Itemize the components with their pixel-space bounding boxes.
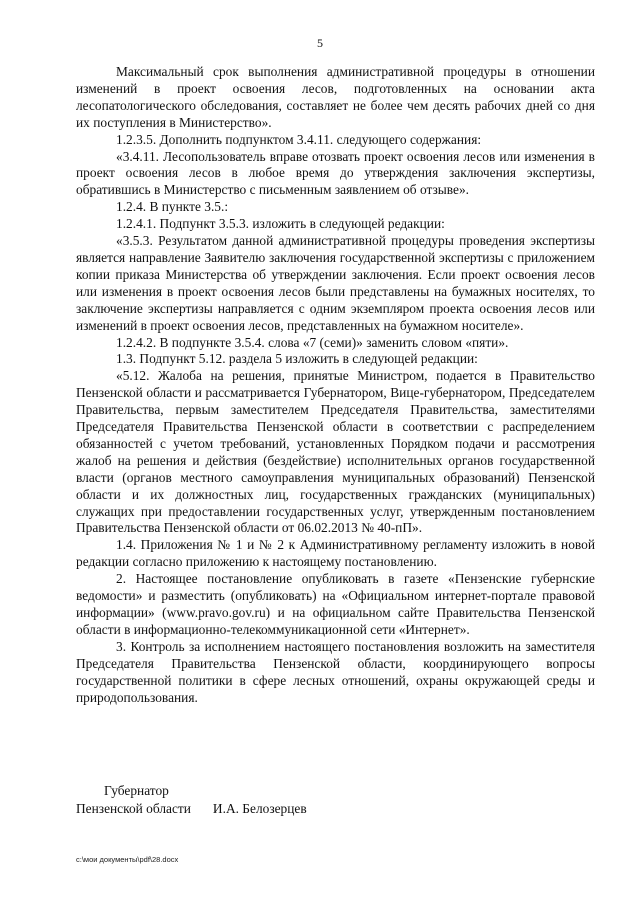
paragraph: 1.2.4.2. В подпункте 3.5.4. слова «7 (семи)» заменить словом «пяти».	[116, 334, 509, 350]
signature-block	[76, 782, 307, 818]
document-body	[76, 64, 595, 706]
paragraph: «5.12. Жалоба на решения, принятые Министром, подается в Правительство Пензенской области и рассматривается Губернатором, Вице-губернатором, Председателем Правительства, первым заместителем Председателя Правительства, заместителями Председателя Правительства Пензенской области в соответствии с распределением обязанностей с учетом требований, установленных Порядком подачи и рассмотрения жалоб на решения и действия (бездействие) исполнительных органов государственной власти (органов местного самоуправления муниципальных образований) Пензенской области и их должностных лиц, государственных гражданских (муниципальных) служащих при предоставлении государственных услуг, утвержденным постановлением Правительства Пензенской области от 06.02.2013 № 40-пП».	[76, 368, 595, 536]
signatory-name: И.А. Белозерцев	[212, 801, 307, 816]
signatory-line	[76, 800, 307, 818]
paragraph: 2. Настоящее постановление опубликовать в газете «Пензенские губернские ведомости» и разместить (опубликовать) на «Официальном интернет-портале правовой информации» (www.pravo.gov.ru) и на официальном сайте Правительства Пензенской области в информационно-телекоммуникационной сети «Интернет».	[76, 571, 595, 637]
paragraph: Максимальный срок выполнения административной процедуры в отношении изменений в проект освоения лесов, подготовленных на основании акта лесопатологического обследования, составляет не более чем десять рабочих дней со дня их поступления в Министерство».	[76, 64, 595, 130]
signatory-title: Губернатор	[104, 783, 169, 798]
paragraph: 1.2.3.5. Дополнить подпунктом 3.4.11. следующего содержания:	[116, 131, 482, 147]
signatory-region: Пензенской области	[76, 801, 191, 816]
page-number: 5	[317, 36, 323, 50]
paragraph: «3.4.11. Лесопользователь вправе отозвать проект освоения лесов или изменения в проект освоения лесов в любое время до утверждения заключения экспертизы, обратившись в Министерство с письменным заявлением об отзыве».	[76, 148, 595, 198]
paragraph: 1.2.4.1. Подпункт 3.5.3. изложить в следующей редакции:	[116, 216, 445, 232]
paragraph: «3.5.3. Результатом данной административной процедуры проведения экспертизы является направление Заявителю заключения государственной экспертизы с приложением копии приказа Министерства об утверждении заключения. Если проект освоения лесов или изменения в проект освоения лесов были представлены на бумажных носителях, то заключение экспертизы направляется с одним экземпляром проекта освоения лесов или изменений в проект освоения лесов, представленных на бумажном носителе».	[76, 233, 595, 333]
paragraph: 3. Контроль за исполнением настоящего постановления возложить на заместителя Председателя Правительства Пензенской области, координирующего вопросы государственной политики в сфере лесных отношений, охраны окружающей среды и природопользования.	[76, 638, 595, 705]
paragraph: 1.4. Приложения № 1 и № 2 к Административному регламенту изложить в новой редакции согласно приложению к настоящему постановлению.	[76, 537, 595, 570]
file-path-footer: c:\мои документы\pdf\28.docx	[76, 855, 179, 864]
paragraph: 1.3. Подпункт 5.12. раздела 5 изложить в следующей редакции:	[116, 351, 478, 367]
paragraph: 1.2.4. В пункте 3.5.:	[116, 199, 229, 215]
